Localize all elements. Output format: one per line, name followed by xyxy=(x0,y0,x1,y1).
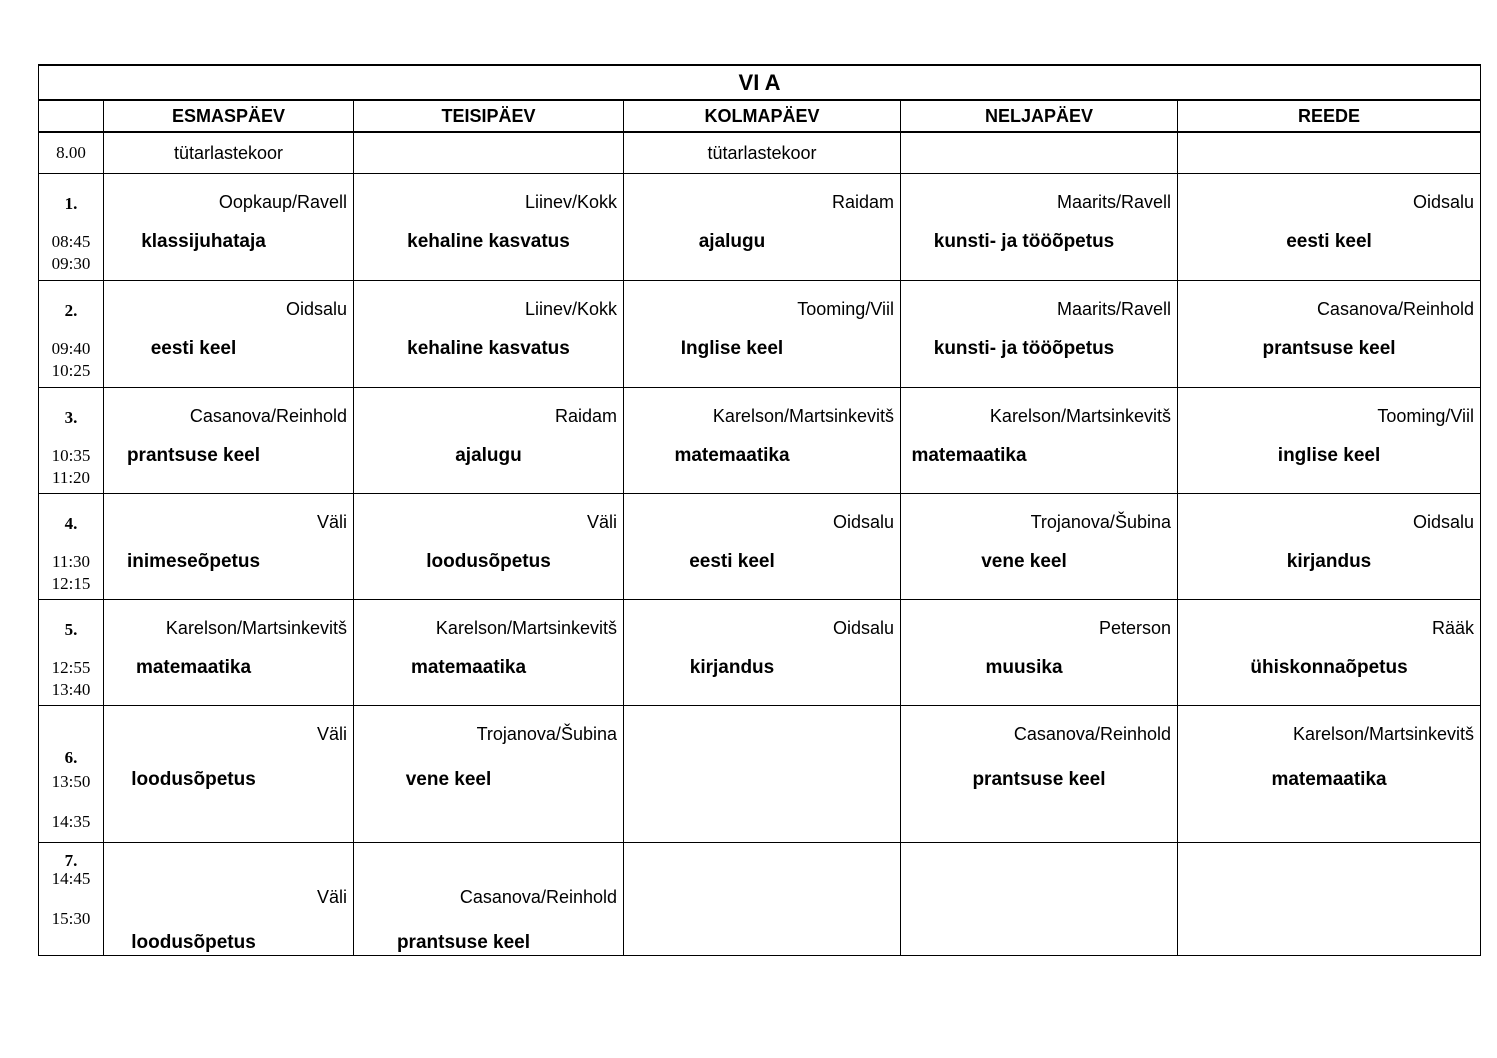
subject-name: kirjandus xyxy=(689,657,775,678)
lesson-cell xyxy=(104,388,354,494)
lesson-number: 2. xyxy=(64,301,78,320)
subject-name: kunsti- ja tööõpetus xyxy=(933,338,1115,359)
lesson-cell xyxy=(104,494,354,600)
lesson-cell xyxy=(1178,600,1481,706)
subject-name: kunsti- ja tööõpetus xyxy=(933,231,1115,252)
teacher-name: Oidsalu xyxy=(1413,192,1475,212)
lesson-cell xyxy=(1178,706,1481,843)
lesson-end-time: 13:40 xyxy=(51,680,91,699)
subject-name: vene keel xyxy=(405,769,492,790)
teacher-name: Liinev/Kokk xyxy=(524,299,617,319)
subject-name: muusika xyxy=(985,657,1063,678)
teacher-name: Trojanova/Šubina xyxy=(1030,512,1171,532)
teacher-name: Oidsalu xyxy=(1413,512,1475,532)
subject-name: prantsuse keel xyxy=(126,445,261,466)
subject-name: ühiskonnaõpetus xyxy=(1250,657,1408,678)
teacher-name: Väli xyxy=(316,887,347,907)
lesson-cell xyxy=(901,600,1178,706)
subject-name: loodusõpetus xyxy=(131,769,256,790)
lesson-row xyxy=(39,843,1481,956)
teacher-name: Tooming/Viil xyxy=(797,299,894,319)
lesson-end-time: 14:35 xyxy=(51,812,91,831)
teacher-name: Rääk xyxy=(1432,618,1475,638)
day-header: NELJAPÄEV xyxy=(901,100,1178,132)
teacher-name: Oidsalu xyxy=(285,299,347,319)
lesson-row xyxy=(39,706,1481,843)
teacher-name: Väli xyxy=(316,512,347,532)
lesson-cell xyxy=(104,281,354,388)
subject-name: prantsuse keel xyxy=(972,769,1106,790)
lesson-cell xyxy=(354,600,624,706)
subject-name: loodusõpetus xyxy=(131,932,256,953)
lesson-time-cell xyxy=(39,388,104,494)
teacher-name: Oidsalu xyxy=(832,618,894,638)
lesson-end-time: 15:30 xyxy=(51,909,91,928)
lesson-time-cell xyxy=(39,494,104,600)
teacher-name: Casanova/Reinhold xyxy=(1316,299,1475,319)
lesson-cell xyxy=(624,494,901,600)
lesson-row xyxy=(39,494,1481,600)
lesson-start-time: 08:45 xyxy=(51,232,91,251)
lesson-row xyxy=(39,174,1481,281)
lesson-cell xyxy=(624,388,901,494)
teacher-name: Casanova/Reinhold xyxy=(459,887,617,907)
subject-name: matemaatika xyxy=(674,445,790,466)
lesson-cell xyxy=(624,174,901,281)
lesson-cell xyxy=(1178,388,1481,494)
lesson-start-time: 13:50 xyxy=(51,772,91,791)
early-time: 8.00 xyxy=(39,132,104,174)
title-row xyxy=(39,65,1481,100)
lesson-number: 5. xyxy=(64,620,78,639)
lesson-cell xyxy=(354,494,624,600)
early-cell: tütarlastekoor xyxy=(104,132,354,174)
lesson-start-time: 10:35 xyxy=(51,446,91,465)
teacher-name: Raidam xyxy=(831,192,894,212)
lesson-start-time: 09:40 xyxy=(51,339,91,358)
lesson-cell xyxy=(624,281,901,388)
teacher-name: Peterson xyxy=(1098,618,1171,638)
early-cell: tütarlastekoor xyxy=(624,132,901,174)
lesson-cell xyxy=(354,388,624,494)
subject-name: matemaatika xyxy=(1271,769,1387,790)
lesson-end-time: 11:20 xyxy=(51,468,91,487)
early-row xyxy=(39,132,1481,174)
lesson-end-time: 09:30 xyxy=(51,254,91,273)
early-cell xyxy=(1178,132,1481,174)
teacher-name: Oidsalu xyxy=(832,512,894,532)
teacher-name: Tooming/Viil xyxy=(1377,406,1475,426)
lesson-cell xyxy=(901,706,1178,843)
subject-name: matemaatika xyxy=(410,657,527,678)
teacher-name: Väli xyxy=(586,512,617,532)
teacher-name: Casanova/Reinhold xyxy=(1013,724,1171,744)
subject-name: prantsuse keel xyxy=(1262,338,1396,359)
lesson-cell xyxy=(1178,494,1481,600)
subject-name: kehaline kasvatus xyxy=(407,338,570,359)
teacher-name: Raidam xyxy=(554,406,617,426)
day-header-row xyxy=(39,100,1481,132)
lesson-cell xyxy=(104,600,354,706)
subject-name: eesti keel xyxy=(150,338,237,359)
lesson-time-cell xyxy=(39,600,104,706)
day-header: KOLMAPÄEV xyxy=(624,100,901,132)
subject-name: eesti keel xyxy=(689,551,775,572)
subject-name: klassijuhataja xyxy=(141,231,266,252)
teacher-name: Karelson/Martsinkevitš xyxy=(165,618,347,638)
subject-name: prantsuse keel xyxy=(396,932,531,953)
lesson-cell xyxy=(104,174,354,281)
lesson-end-time: 10:25 xyxy=(51,361,91,380)
subject-name: vene keel xyxy=(981,551,1067,572)
lesson-cell xyxy=(354,706,624,843)
subject-name: Inglise keel xyxy=(680,338,784,359)
teacher-name: Maarits/Ravell xyxy=(1056,192,1171,212)
subject-name: loodusõpetus xyxy=(426,551,551,572)
subject-name: inimeseõpetus xyxy=(126,551,261,572)
lesson-start-time: 11:30 xyxy=(51,552,91,571)
lesson-number: 3. xyxy=(64,408,78,427)
lesson-cell xyxy=(354,843,624,956)
lesson-cell xyxy=(624,706,901,843)
lesson-cell xyxy=(901,843,1178,956)
teacher-name: Maarits/Ravell xyxy=(1056,299,1171,319)
subject-name: kehaline kasvatus xyxy=(407,231,570,252)
lesson-time-cell xyxy=(39,174,104,281)
lesson-number: 6. xyxy=(64,748,78,767)
timetable-title: VI A xyxy=(39,65,1481,100)
subject-name: ajalugu xyxy=(455,445,522,466)
lesson-start-time: 14:45 xyxy=(51,869,91,888)
lesson-row xyxy=(39,388,1481,494)
teacher-name: Väli xyxy=(316,724,347,744)
day-header: REEDE xyxy=(1178,100,1481,132)
lesson-cell xyxy=(624,843,901,956)
subject-name: matemaatika xyxy=(911,445,1027,466)
lesson-number: 7. xyxy=(64,851,78,870)
subject-name: kirjandus xyxy=(1286,551,1372,572)
teacher-name: Liinev/Kokk xyxy=(524,192,617,212)
lesson-time-cell xyxy=(39,281,104,388)
teacher-name: Trojanova/Šubina xyxy=(476,724,617,744)
lesson-number: 1. xyxy=(64,194,78,213)
lesson-cell xyxy=(901,494,1178,600)
lesson-cell xyxy=(901,174,1178,281)
subject-name: ajalugu xyxy=(698,231,766,252)
lesson-cell xyxy=(1178,281,1481,388)
lesson-cell xyxy=(1178,174,1481,281)
lesson-number: 4. xyxy=(64,514,78,533)
teacher-name: Karelson/Martsinkevitš xyxy=(712,406,894,426)
lesson-start-time: 12:55 xyxy=(51,658,91,677)
lesson-cell xyxy=(901,281,1178,388)
lesson-row xyxy=(39,281,1481,388)
subject-name: eesti keel xyxy=(1286,231,1372,252)
subject-name: inglise keel xyxy=(1277,445,1381,466)
teacher-name: Karelson/Martsinkevitš xyxy=(989,406,1171,426)
lesson-end-time: 12:15 xyxy=(51,574,91,593)
teacher-name: Karelson/Martsinkevitš xyxy=(1292,724,1475,744)
lesson-cell xyxy=(104,843,354,956)
lesson-cell xyxy=(354,281,624,388)
subject-name: matemaatika xyxy=(135,657,252,678)
lesson-cell xyxy=(1178,843,1481,956)
teacher-name: Casanova/Reinhold xyxy=(189,406,347,426)
day-header: TEISIPÄEV xyxy=(354,100,624,132)
lesson-cell xyxy=(901,388,1178,494)
teacher-name: Oopkaup/Ravell xyxy=(218,192,347,212)
lesson-cell xyxy=(354,174,624,281)
lesson-cell xyxy=(624,600,901,706)
timetable xyxy=(38,64,1481,956)
lesson-row xyxy=(39,600,1481,706)
day-header: ESMASPÄEV xyxy=(104,100,354,132)
corner-cell xyxy=(39,100,104,132)
teacher-name: Karelson/Martsinkevitš xyxy=(435,618,617,638)
early-cell xyxy=(354,132,624,174)
early-cell xyxy=(901,132,1178,174)
